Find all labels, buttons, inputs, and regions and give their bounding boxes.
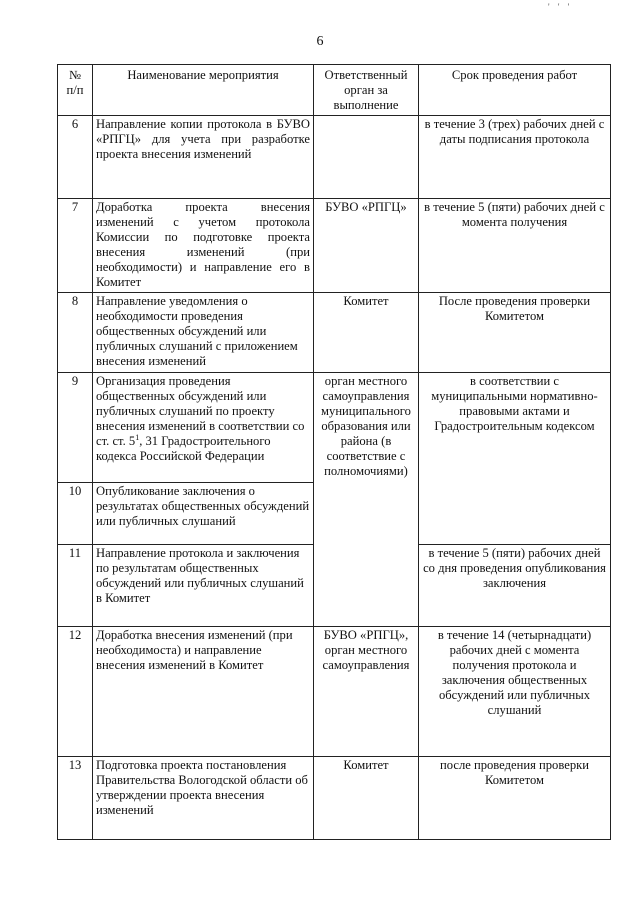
table-row <box>58 627 611 757</box>
row-event-name: Опубликование заключения о результатах общественных обсуждений или публичных слушаний <box>93 483 314 545</box>
row-number: 9 <box>58 373 93 483</box>
row-event-name-part: , 31 Градостроительного кодекса Российской Федерации <box>96 434 271 463</box>
row-responsible: орган местного самоуправления муниципального образования или района (в соответствие с полномочиями) <box>314 373 419 627</box>
row-responsible: БУВО «РПГЦ» <box>314 199 419 293</box>
page-number: 6 <box>316 34 324 49</box>
row-number: 10 <box>58 483 93 545</box>
row-event-name: Подготовка проекта постановления Правительства Вологодской области об утверждении проекта внесения изменений <box>93 757 314 840</box>
header-name: Наименование мероприятия <box>93 65 314 116</box>
row-number: 11 <box>58 545 93 627</box>
row-term: в течение 5 (пяти) рабочих дней со дня проведения опубликования заключения <box>419 545 611 627</box>
table-row <box>58 373 611 483</box>
row-term: в течение 5 (пяти) рабочих дней с момента получения <box>419 199 611 293</box>
row-responsible: БУВО «РПГЦ», орган местного самоуправления <box>314 627 419 757</box>
header-num: № п/п <box>58 65 93 116</box>
row-term: в соответствии с муниципальными нормативно-правовыми актами и Градостроительным кодексом <box>419 373 611 545</box>
row-term: в течение 3 (трех) рабочих дней с даты подписания протокола <box>419 116 611 199</box>
row-number: 12 <box>58 627 93 757</box>
events-table <box>57 64 611 840</box>
header-term: Срок проведения работ <box>419 65 611 116</box>
row-responsible: Комитет <box>314 757 419 840</box>
table-row <box>58 757 611 840</box>
row-event-name: Направление уведомления о необходимости проведения общественных обсуждений или публичных слушаний с приложением внесения изменений <box>93 293 314 373</box>
table-header-row <box>58 65 611 116</box>
row-number: 7 <box>58 199 93 293</box>
header-responsible: Ответственный орган за выполнение <box>314 65 419 116</box>
table-row <box>58 116 611 199</box>
row-term: после проведения проверки Комитетом <box>419 757 611 840</box>
row-responsible: Комитет <box>314 293 419 373</box>
row-event-name: Доработка внесения изменений (при необходимоста) и направление внесения изменений в Комитет <box>93 627 314 757</box>
row-responsible <box>314 116 419 199</box>
table-row <box>58 293 611 373</box>
row-event-name: Доработка проекта внесения изменений с учетом протокола Комиссии по подготовке проекта внесения изменений (при необходимости) и направление его в Комитет <box>93 199 314 293</box>
row-event-name-part: Организация проведения общественных обсуждений или публичных слушаний по проекту внесения изменений в соответствии со ст. ст. 5 <box>96 374 305 448</box>
corner-mark: ' ' ' <box>548 2 573 12</box>
row-term: в течение 14 (четырнадцати) рабочих дней с момента получения протокола и заключения общественных обсуждений или публичных слушаний <box>419 627 611 757</box>
table-row <box>58 199 611 293</box>
row-event-name: Направление протокола и заключения по результатам общественных обсуждений или публичных слушаний в Комитет <box>93 545 314 627</box>
row-event-name <box>93 373 314 483</box>
row-number: 8 <box>58 293 93 373</box>
row-term: После проведения проверки Комитетом <box>419 293 611 373</box>
row-number: 6 <box>58 116 93 199</box>
row-event-name: Направление копии протокола в БУВО «РПГЦ» для учета при разработке проекта внесения изменений <box>93 116 314 199</box>
row-number: 13 <box>58 757 93 840</box>
superscript: 1 <box>135 432 140 442</box>
